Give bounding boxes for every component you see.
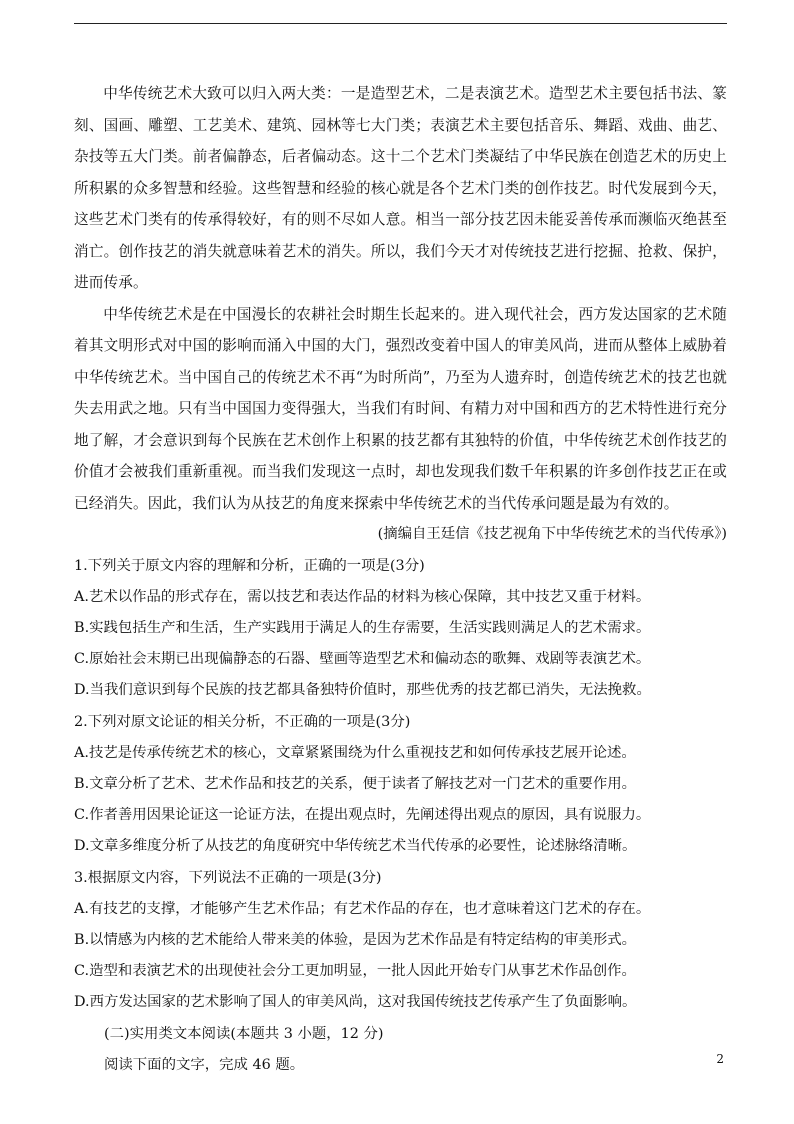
section-heading: (二)实用类文本阅读(本题共 3 小题，12 分) [104,1025,384,1042]
option-b: B.文章分析了艺术、艺术作品和技艺的关系，便于读者了解技艺对一门艺术的重要作用。 [74,775,636,792]
option-b: B.实践包括生产和生活，生产实践用于满足人的生存需要，生活实践则满足人的艺术需求。 [74,619,651,636]
question-2 [74,707,727,863]
question-stem: 3.根据原文内容，下列说法不正确的一项是(3分) [74,869,382,886]
header-rule [74,23,727,24]
option-d: D.西方发达国家的艺术影响了国人的审美风尚，这对我国传统技艺传承产生了负面影响。 [74,994,637,1011]
source-citation: (摘编自王廷信《技艺视角下中华传统艺术的当代传承》) [377,526,727,542]
paragraph-2: 中华传统艺术是在中国漫长的农耕社会时期生长起来的。进入现代社会，西方发达国家的艺术随着其文明形式对中国的影响而涌入中国的大门，强烈改变着中国人的审美风尚，进而从整体上威胁着中华传统艺术。当中国自己的传统艺术不再“为时所尚”，乃至为人遗弃时，创造传统艺术的技艺也就失去用武之地。只有当中国国力变得强大，当我们有时间、有精力对中国和西方的艺术特性进行充分地了解，才会意识到每个民族在艺术创作上积累的技艺都有其独特的价值，中华传统艺术创作技艺的价值才会被我们重新重视。而当我们发现这一点时，却也发现我们数千年积累的许多创作技艺正在或已经消失。因此，我们认为从技艺的角度来探索中华传统艺术的当代传承问题是最为有效的。 [74,305,727,512]
option-d: D.当我们意识到每个民族的技艺都具备独特价值时，那些优秀的技艺都已消失，无法挽救。 [74,682,651,699]
question-1 [74,551,727,707]
option-a: A.有技艺的支撑，才能够产生艺术作品；有艺术作品的存在，也才意味着这门艺术的存在。 [74,900,651,917]
option-c: C.原始社会末期已出现偏静态的石器、壁画等造型艺术和偏动态的歌舞、戏剧等表演艺术。 [74,651,651,668]
option-b: B.以情感为内核的艺术能给人带来美的体验，是因为艺术作品是有特定结构的审美形式。 [74,931,636,948]
option-a: A.艺术以作品的形式存在，需以技艺和表达作品的材料为核心保障，其中技艺又重于材料。 [74,588,651,605]
option-c: C.作者善用因果论证这一论证方法，在提出观点时，先阐述得出观点的原因，具有说服力。 [74,807,651,824]
question-stem: 2.下列对原文论证的相关分析，不正确的一项是(3分) [74,713,411,730]
page-number: 2 [716,1052,724,1066]
option-a: A.技艺是传承传统艺术的核心，文章紧紧围绕为什么重视技艺和如何传承技艺展开论述。 [74,744,636,761]
question-3 [74,863,727,1019]
reading-instruction: 阅读下面的文字，完成 46 题。 [104,1056,305,1073]
document-body [74,78,727,1081]
paragraph-1: 中华传统艺术大致可以归入两大类：一是造型艺术，二是表演艺术。造型艺术主要包括书法、篆刻、国画、雕塑、工艺美术、建筑、园林等七大门类；表演艺术主要包括音乐、舞蹈、戏曲、曲艺、杂技等五大门类。前者偏静态，后者偏动态。这十二个艺术门类凝结了中华民族在创造艺术的历史上所积累的众多智慧和经验。这些智慧和经验的核心就是各个艺术门类的创作技艺。时代发展到今天，这些艺术门类有的传承得较好，有的则不尽如人意。相当一部分技艺因未能妥善传承而濒临灭绝甚至消亡。创作技艺的消失就意味着艺术的消失。所以，我们今天才对传统技艺进行挖掘、抢救、保护，进而传承。 [74,85,727,291]
option-c: C.造型和表演艺术的出现使社会分工更加明显，一批人因此开始专门从事艺术作品创作。 [74,963,636,980]
option-d: D.文章多维度分析了从技艺的角度研究中华传统艺术当代传承的必要性，论述脉络清晰。 [74,838,637,855]
question-stem: 1.下列关于原文内容的理解和分析，正确的一项是(3分) [74,557,425,574]
